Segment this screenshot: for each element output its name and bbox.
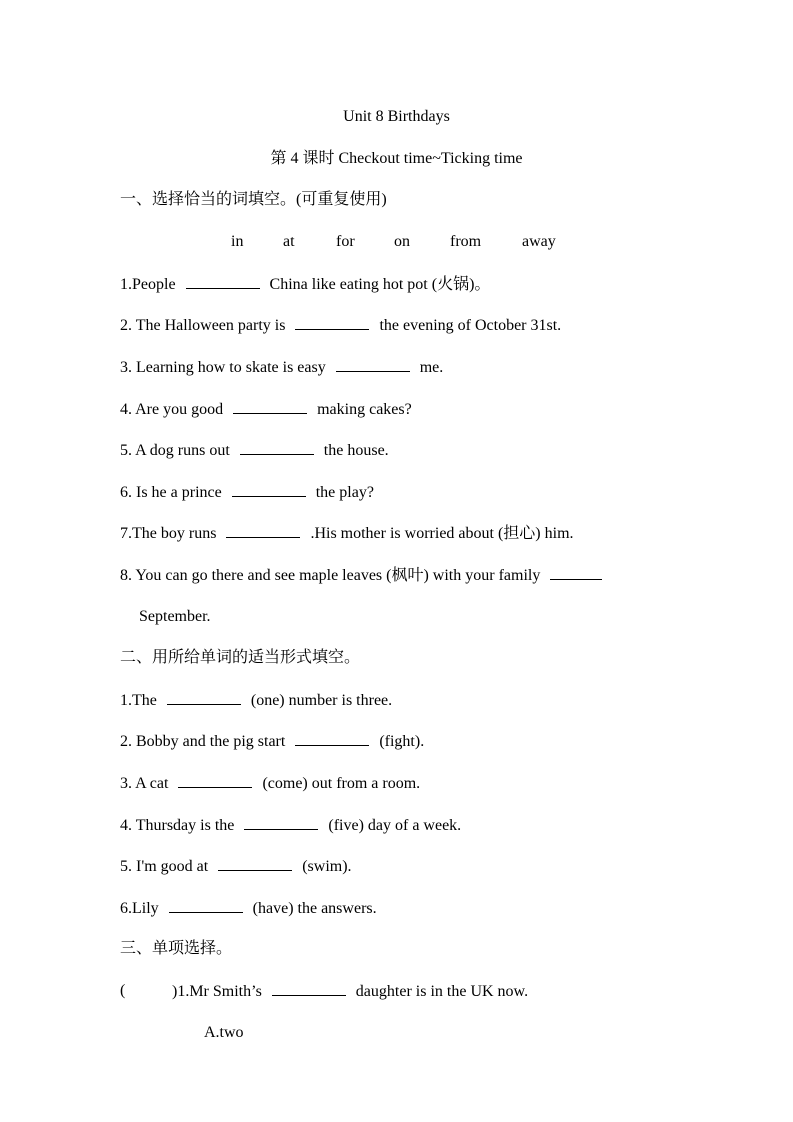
question-text: 5. A dog runs out — [120, 442, 230, 459]
section3-heading: 三、单项选择。 — [120, 940, 233, 957]
question-2-2 — [120, 731, 424, 752]
question-1-4 — [120, 399, 412, 420]
word-bank-item: from — [450, 233, 482, 250]
question-text: 1.The — [120, 692, 157, 709]
question-1-2 — [120, 315, 561, 336]
question-text: )1.Mr Smith’s — [172, 983, 262, 1000]
word-bank-item: in — [231, 233, 244, 250]
question-2-5 — [120, 856, 352, 877]
answer-blank[interactable] — [178, 773, 252, 788]
question-text: .His mother is worried about (担心) him. — [310, 525, 574, 542]
question-1-3 — [120, 357, 443, 378]
question-text: 2. Bobby and the pig start — [120, 733, 286, 750]
question-text: 4. Are you good — [120, 401, 224, 418]
option-a[interactable]: A.two — [204, 1024, 244, 1041]
question-text: me. — [419, 359, 444, 376]
answer-blank[interactable] — [169, 898, 243, 913]
question-1-5 — [120, 440, 389, 461]
answer-blank[interactable] — [244, 815, 318, 830]
question-text: 4. Thursday is the — [120, 817, 235, 834]
question-text: (come) out from a room. — [262, 775, 421, 792]
question-text: 2. The Halloween party is — [120, 317, 286, 334]
question-text: 7.The boy runs — [120, 525, 217, 542]
question-text: 3. Learning how to skate is easy — [120, 359, 326, 376]
answer-blank[interactable] — [272, 981, 346, 996]
section1-heading: 一、选择恰当的词填空。(可重复使用) — [120, 191, 387, 208]
answer-bracket-space[interactable] — [130, 981, 172, 1001]
question-text: China like eating hot pot (火锅)。 — [269, 276, 491, 293]
question-1-7 — [120, 523, 574, 544]
question-text: (fight). — [379, 733, 425, 750]
question-text: the house. — [323, 442, 389, 459]
question-1-8-continuation: September. — [139, 608, 211, 625]
answer-blank[interactable] — [295, 315, 369, 330]
word-bank-item: away — [522, 233, 556, 250]
question-text: 3. A cat — [120, 775, 169, 792]
question-text: daughter is in the UK now. — [355, 983, 529, 1000]
question-text: making cakes? — [317, 401, 412, 418]
question-2-4 — [120, 815, 461, 836]
question-text: (have) the answers. — [252, 900, 377, 917]
question-2-3 — [120, 773, 420, 794]
question-1-8 — [120, 565, 602, 586]
word-bank-item: for — [336, 233, 355, 250]
question-3-1 — [120, 981, 680, 1001]
answer-blank[interactable] — [186, 274, 260, 289]
answer-blank[interactable] — [218, 856, 292, 871]
question-text: 6.Lily — [120, 900, 159, 917]
question-text: 6. Is he a prince — [120, 484, 222, 501]
question-1-6 — [120, 482, 374, 503]
question-text: the play? — [315, 484, 374, 501]
question-text: (five) day of a week. — [328, 817, 462, 834]
answer-blank[interactable] — [295, 731, 369, 746]
answer-blank[interactable] — [233, 399, 307, 414]
answer-blank[interactable] — [240, 440, 314, 455]
answer-bracket-open: ( — [120, 982, 126, 999]
question-2-1 — [120, 690, 392, 711]
question-text: (one) number is three. — [250, 692, 393, 709]
question-text: 8. You can go there and see maple leaves (枫叶) with your family — [120, 567, 541, 584]
question-2-6 — [120, 898, 377, 919]
question-text: 5. I'm good at — [120, 858, 209, 875]
page-title: Unit 8 Birthdays — [343, 108, 450, 125]
answer-blank[interactable] — [226, 523, 300, 538]
section2-heading: 二、用所给单词的适当形式填空。 — [120, 649, 361, 666]
word-bank-item: on — [394, 233, 410, 250]
question-text: (swim). — [302, 858, 352, 875]
answer-blank[interactable] — [336, 357, 410, 372]
answer-blank[interactable] — [232, 482, 306, 497]
question-text: the evening of October 31st. — [379, 317, 562, 334]
question-1-1 — [120, 274, 490, 295]
question-text: 1.People — [120, 276, 176, 293]
word-bank — [0, 232, 793, 252]
lesson-subtitle: 第 4 课时 Checkout time~Ticking time — [270, 150, 523, 167]
word-bank-item: at — [283, 233, 295, 250]
answer-blank[interactable] — [550, 565, 602, 580]
answer-blank[interactable] — [167, 690, 241, 705]
